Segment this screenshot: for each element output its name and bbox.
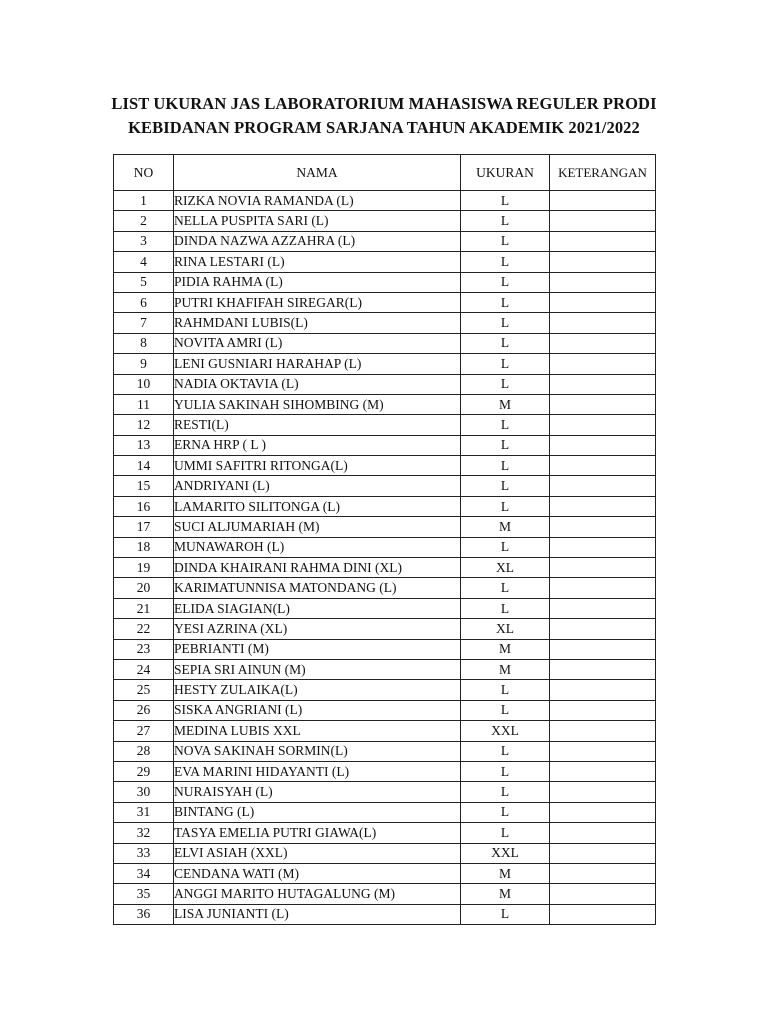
cell-ukuran: L	[461, 823, 550, 843]
cell-ukuran: L	[461, 904, 550, 924]
cell-ukuran: L	[461, 374, 550, 394]
cell-keterangan	[550, 456, 656, 476]
cell-ukuran: XL	[461, 558, 550, 578]
cell-no: 28	[114, 741, 174, 761]
cell-keterangan	[550, 598, 656, 618]
cell-keterangan	[550, 619, 656, 639]
table-row	[114, 191, 656, 211]
cell-ukuran: L	[461, 537, 550, 557]
cell-no: 27	[114, 721, 174, 741]
title-line-1: LIST UKURAN JAS LABORATORIUM MAHASISWA REGULER PRODI	[111, 94, 657, 113]
cell-keterangan	[550, 802, 656, 822]
table-row	[114, 313, 656, 333]
cell-ukuran: L	[461, 598, 550, 618]
document-title	[0, 92, 768, 140]
cell-ukuran: L	[461, 272, 550, 292]
table-row	[114, 394, 656, 414]
cell-ukuran: L	[461, 313, 550, 333]
cell-keterangan	[550, 252, 656, 272]
cell-nama: NELLA PUSPITA SARI (L)	[174, 211, 461, 231]
cell-nama: DINDA NAZWA AZZAHRA (L)	[174, 231, 461, 251]
cell-nama: ANDRIYANI (L)	[174, 476, 461, 496]
cell-ukuran: L	[461, 333, 550, 353]
cell-no: 35	[114, 884, 174, 904]
header-nama: NAMA	[174, 155, 461, 191]
cell-nama: RINA LESTARI (L)	[174, 252, 461, 272]
cell-nama: NURAISYAH (L)	[174, 782, 461, 802]
cell-no: 15	[114, 476, 174, 496]
cell-keterangan	[550, 517, 656, 537]
cell-nama: HESTY ZULAIKA(L)	[174, 680, 461, 700]
cell-nama: SISKA ANGRIANI (L)	[174, 700, 461, 720]
cell-keterangan	[550, 680, 656, 700]
cell-ukuran: L	[461, 700, 550, 720]
table-row	[114, 435, 656, 455]
cell-keterangan	[550, 333, 656, 353]
header-ukuran: UKURAN	[461, 155, 550, 191]
table-row	[114, 292, 656, 312]
cell-keterangan	[550, 374, 656, 394]
cell-no: 19	[114, 558, 174, 578]
cell-keterangan	[550, 863, 656, 883]
cell-ukuran: L	[461, 435, 550, 455]
cell-nama: NOVITA AMRI (L)	[174, 333, 461, 353]
cell-no: 10	[114, 374, 174, 394]
table-row	[114, 659, 656, 679]
cell-ukuran: M	[461, 659, 550, 679]
cell-ukuran: M	[461, 639, 550, 659]
cell-nama: EVA MARINI HIDAYANTI (L)	[174, 761, 461, 781]
cell-nama: LENI GUSNIARI HARAHAP (L)	[174, 354, 461, 374]
cell-nama: MEDINA LUBIS XXL	[174, 721, 461, 741]
cell-keterangan	[550, 578, 656, 598]
cell-nama: LAMARITO SILITONGA (L)	[174, 496, 461, 516]
cell-no: 31	[114, 802, 174, 822]
cell-keterangan	[550, 211, 656, 231]
cell-keterangan	[550, 394, 656, 414]
table-row	[114, 537, 656, 557]
cell-nama: SEPIA SRI AINUN (M)	[174, 659, 461, 679]
cell-nama: ERNA HRP ( L )	[174, 435, 461, 455]
cell-keterangan	[550, 435, 656, 455]
cell-no: 30	[114, 782, 174, 802]
table-row	[114, 211, 656, 231]
cell-no: 16	[114, 496, 174, 516]
cell-ukuran: XL	[461, 619, 550, 639]
cell-nama: ELVI ASIAH (XXL)	[174, 843, 461, 863]
cell-no: 20	[114, 578, 174, 598]
cell-ukuran: L	[461, 782, 550, 802]
cell-keterangan	[550, 721, 656, 741]
cell-ukuran: M	[461, 394, 550, 414]
table-row	[114, 476, 656, 496]
cell-no: 34	[114, 863, 174, 883]
cell-keterangan	[550, 537, 656, 557]
cell-nama: NADIA OKTAVIA (L)	[174, 374, 461, 394]
cell-keterangan	[550, 496, 656, 516]
table-row	[114, 558, 656, 578]
cell-no: 1	[114, 191, 174, 211]
table-row	[114, 884, 656, 904]
cell-ukuran: XXL	[461, 843, 550, 863]
header-keterangan: KETERANGAN	[550, 155, 656, 191]
cell-ukuran: L	[461, 211, 550, 231]
table-row	[114, 741, 656, 761]
cell-no: 13	[114, 435, 174, 455]
cell-nama: ELIDA SIAGIAN(L)	[174, 598, 461, 618]
cell-keterangan	[550, 558, 656, 578]
cell-no: 22	[114, 619, 174, 639]
table-row	[114, 374, 656, 394]
cell-keterangan	[550, 904, 656, 924]
cell-no: 17	[114, 517, 174, 537]
cell-no: 12	[114, 415, 174, 435]
cell-no: 26	[114, 700, 174, 720]
table-row	[114, 456, 656, 476]
cell-keterangan	[550, 476, 656, 496]
table-row	[114, 252, 656, 272]
cell-ukuran: M	[461, 863, 550, 883]
cell-no: 32	[114, 823, 174, 843]
cell-keterangan	[550, 313, 656, 333]
cell-nama: YULIA SAKINAH SIHOMBING (M)	[174, 394, 461, 414]
cell-keterangan	[550, 843, 656, 863]
table-row	[114, 598, 656, 618]
table-row	[114, 517, 656, 537]
cell-no: 18	[114, 537, 174, 557]
cell-no: 14	[114, 456, 174, 476]
table-row	[114, 578, 656, 598]
table-row	[114, 863, 656, 883]
table-row	[114, 904, 656, 924]
cell-ukuran: L	[461, 761, 550, 781]
cell-no: 33	[114, 843, 174, 863]
cell-nama: BINTANG (L)	[174, 802, 461, 822]
cell-keterangan	[550, 782, 656, 802]
cell-keterangan	[550, 639, 656, 659]
cell-no: 21	[114, 598, 174, 618]
table-row	[114, 231, 656, 251]
table-row	[114, 272, 656, 292]
cell-no: 6	[114, 292, 174, 312]
cell-nama: TASYA EMELIA PUTRI GIAWA(L)	[174, 823, 461, 843]
cell-keterangan	[550, 272, 656, 292]
cell-nama: SUCI ALJUMARIAH (M)	[174, 517, 461, 537]
cell-ukuran: L	[461, 741, 550, 761]
cell-nama: MUNAWAROH (L)	[174, 537, 461, 557]
cell-ukuran: L	[461, 802, 550, 822]
cell-no: 24	[114, 659, 174, 679]
cell-nama: DINDA KHAIRANI RAHMA DINI (XL)	[174, 558, 461, 578]
cell-no: 36	[114, 904, 174, 924]
table-row	[114, 354, 656, 374]
cell-no: 29	[114, 761, 174, 781]
cell-nama: KARIMATUNNISA MATONDANG (L)	[174, 578, 461, 598]
cell-no: 3	[114, 231, 174, 251]
table-row	[114, 802, 656, 822]
cell-nama: UMMI SAFITRI RITONGA(L)	[174, 456, 461, 476]
size-list-table	[113, 154, 656, 925]
cell-no: 4	[114, 252, 174, 272]
cell-keterangan	[550, 741, 656, 761]
cell-ukuran: L	[461, 415, 550, 435]
cell-keterangan	[550, 823, 656, 843]
cell-no: 5	[114, 272, 174, 292]
cell-keterangan	[550, 231, 656, 251]
table-row	[114, 333, 656, 353]
cell-ukuran: L	[461, 354, 550, 374]
table-row	[114, 782, 656, 802]
cell-keterangan	[550, 415, 656, 435]
cell-ukuran: L	[461, 578, 550, 598]
cell-no: 8	[114, 333, 174, 353]
cell-ukuran: XXL	[461, 721, 550, 741]
cell-no: 23	[114, 639, 174, 659]
cell-nama: RESTI(L)	[174, 415, 461, 435]
cell-nama: NOVA SAKINAH SORMIN(L)	[174, 741, 461, 761]
cell-ukuran: L	[461, 191, 550, 211]
cell-keterangan	[550, 354, 656, 374]
cell-ukuran: L	[461, 292, 550, 312]
cell-ukuran: L	[461, 252, 550, 272]
cell-ukuran: L	[461, 456, 550, 476]
cell-keterangan	[550, 659, 656, 679]
cell-ukuran: L	[461, 231, 550, 251]
cell-ukuran: M	[461, 517, 550, 537]
cell-nama: PIDIA RAHMA (L)	[174, 272, 461, 292]
table-row	[114, 700, 656, 720]
cell-ukuran: L	[461, 680, 550, 700]
table-row	[114, 415, 656, 435]
cell-nama: RIZKA NOVIA RAMANDA (L)	[174, 191, 461, 211]
header-no: NO	[114, 155, 174, 191]
cell-ukuran: L	[461, 496, 550, 516]
cell-ukuran: M	[461, 884, 550, 904]
cell-nama: CENDANA WATI (M)	[174, 863, 461, 883]
cell-no: 25	[114, 680, 174, 700]
table-row	[114, 619, 656, 639]
title-line-2: KEBIDANAN PROGRAM SARJANA TAHUN AKADEMIK 2021/2022	[128, 118, 640, 137]
cell-no: 9	[114, 354, 174, 374]
table-row	[114, 639, 656, 659]
cell-no: 11	[114, 394, 174, 414]
cell-no: 2	[114, 211, 174, 231]
cell-nama: PUTRI KHAFIFAH SIREGAR(L)	[174, 292, 461, 312]
cell-no: 7	[114, 313, 174, 333]
table-row	[114, 823, 656, 843]
cell-keterangan	[550, 884, 656, 904]
cell-nama: RAHMDANI LUBIS(L)	[174, 313, 461, 333]
cell-ukuran: L	[461, 476, 550, 496]
table-row	[114, 843, 656, 863]
table-row	[114, 761, 656, 781]
cell-nama: LISA JUNIANTI (L)	[174, 904, 461, 924]
table-row	[114, 680, 656, 700]
table-header-row	[114, 155, 656, 191]
cell-keterangan	[550, 700, 656, 720]
table-body	[114, 191, 656, 925]
cell-keterangan	[550, 761, 656, 781]
cell-nama: YESI AZRINA (XL)	[174, 619, 461, 639]
table-row	[114, 721, 656, 741]
cell-nama: PEBRIANTI (M)	[174, 639, 461, 659]
cell-keterangan	[550, 191, 656, 211]
cell-nama: ANGGI MARITO HUTAGALUNG (M)	[174, 884, 461, 904]
cell-keterangan	[550, 292, 656, 312]
table-row	[114, 496, 656, 516]
